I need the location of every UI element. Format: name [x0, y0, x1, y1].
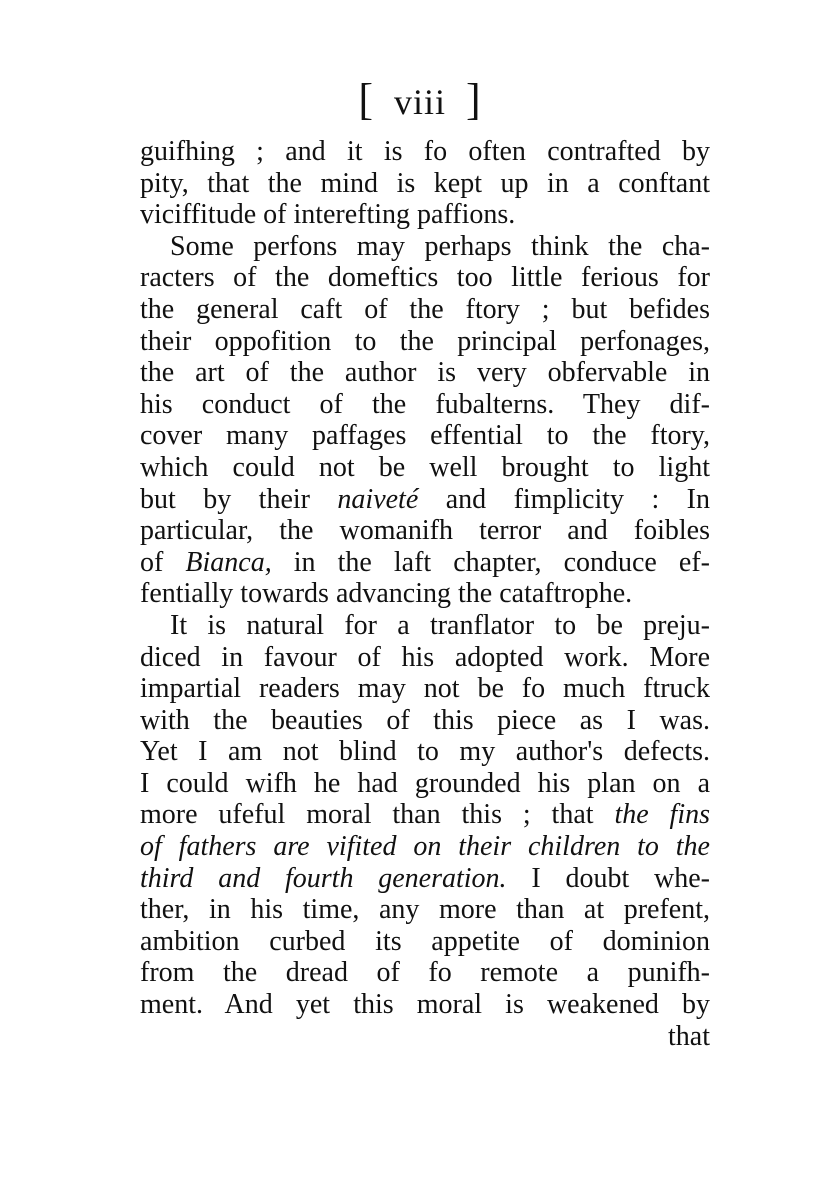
- text-line: third and fourth generation. I doubt whe-: [140, 862, 711, 894]
- text-line: ment. And yet this moral is weakened by: [140, 989, 710, 1021]
- text-line: with the beauties of this piece as I was.: [140, 704, 710, 736]
- text-line: racters of the domeftics too little ferious for: [140, 262, 710, 294]
- text-line: viciffitude of interefting paffions.: [140, 199, 516, 231]
- text-line: their oppofition to the principal perfonages,: [140, 325, 710, 357]
- text-line: guifhing ; and it is fo often contrafted by: [140, 136, 710, 167]
- text-line: particular, the womanifh terror and foibles: [140, 515, 710, 547]
- catchword: that: [668, 1020, 710, 1052]
- page-number: viii: [393, 82, 446, 122]
- text-line: the general caft of the ftory ; but befides: [140, 293, 710, 325]
- text-line: impartial readers may not be fo much ftruck: [140, 673, 710, 705]
- text-line: of fathers are vifited on their children to the: [140, 831, 710, 863]
- text-line: of Bianca, in the laft chapter, conduce ef-: [140, 546, 710, 578]
- text-line: I could wifh he had grounded his plan on a: [140, 767, 710, 799]
- text-line: cover many paffages effential to the ftory,: [140, 420, 710, 452]
- text-line: but by their naiveté and fimplicity : In: [140, 483, 710, 515]
- text-line: his conduct of the fubalterns. They dif-: [140, 388, 710, 420]
- body-text: [140, 136, 710, 1052]
- text-line: the art of the author is very obfervable in: [140, 357, 710, 389]
- text-line: which could not be well brought to light: [140, 451, 710, 483]
- header-open-bracket: [: [358, 75, 374, 124]
- header-close-bracket: ]: [466, 75, 482, 124]
- text-line: ther, in his time, any more than at prefent,: [140, 894, 710, 926]
- text-line: Some perfons may perhaps think the cha-: [170, 230, 710, 262]
- text-line: fentially towards advancing the cataftrophe.: [140, 578, 633, 610]
- text-line: from the dread of fo remote a punifh-: [140, 957, 710, 989]
- text-line: pity, that the mind is kept up in a conftant: [140, 167, 710, 199]
- text-line: ambition curbed its appetite of dominion: [140, 925, 710, 957]
- page-header: [0, 76, 840, 126]
- text-line: more ufeful moral than this ; that the fins: [140, 799, 710, 831]
- text-line: Yet I am not blind to my author's defects.: [140, 736, 710, 768]
- text-line: diced in favour of his adopted work. More: [140, 641, 710, 673]
- text-line: It is natural for a tranflator to be preju-: [170, 609, 710, 641]
